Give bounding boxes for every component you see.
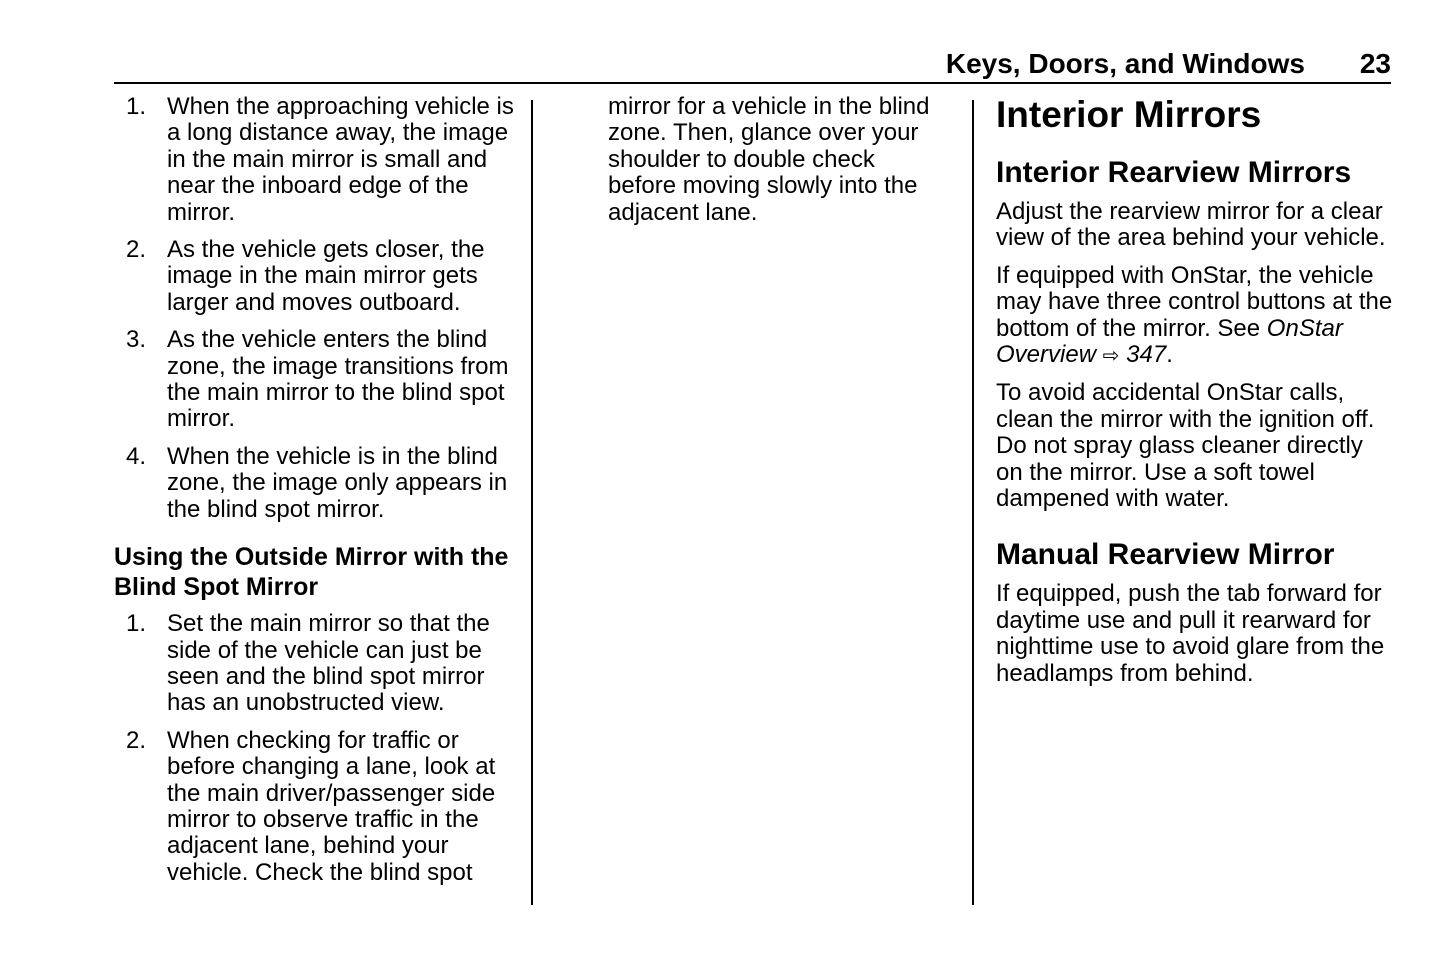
- step-text: When checking for traffic or before changing a lane, look at the main driver/passenger side mirror to observe traffic in the adjacent lane, behind your vehicle. Check the blind spot: [167, 726, 496, 886]
- paragraph-manual: If equipped, push the tab forward for daytime use and pull it rearward for nighttime use to avoid glare from the headlamps from behind.: [996, 580, 1385, 687]
- outside-mirror-steps-list: [114, 611, 514, 886]
- list-item: [114, 444, 514, 523]
- column-1: [114, 94, 514, 897]
- step-number: 1.: [126, 93, 147, 120]
- list-item: [114, 94, 514, 226]
- step-number: 2.: [126, 236, 147, 264]
- outside-mirror-subheading: Using the Outside Mirror with the Blind Spot Mirror: [114, 543, 509, 602]
- paragraph-onstar-end: .: [1166, 341, 1173, 369]
- step-text: As the vehicle gets closer, the image in the main mirror gets larger and moves outboard.: [167, 236, 485, 316]
- column-divider-right: [972, 100, 974, 905]
- step-number: 4.: [126, 442, 147, 470]
- page-reference-arrow-icon: ⇨: [1102, 345, 1120, 368]
- page-number: 23: [1359, 48, 1391, 79]
- paragraph-avoid-calls: To avoid accidental OnStar calls, clean the mirror with the ignition off. Do not spray glass cleaner directly on the mirror. Use a soft towel dampened with water.: [996, 379, 1375, 513]
- step-text: When the approaching vehicle is a long distance away, the image in the main mirror is small and near the inboard edge of the mirror.: [167, 93, 514, 226]
- step-text: When the vehicle is in the blind zone, the image only appears in the blind spot mirror.: [167, 442, 508, 523]
- subsection-title-manual-rearview: Manual Rearview Mirror: [996, 538, 1335, 572]
- subsection-title-interior-rearview: Interior Rearview Mirrors: [996, 156, 1352, 189]
- step-number: 3.: [126, 326, 147, 354]
- approach-steps-list: [114, 94, 514, 523]
- list-item: [114, 611, 514, 717]
- paragraph-adjust: Adjust the rearview mirror for a clear view of the area behind your vehicle.: [996, 198, 1386, 252]
- onstar-overview-page: 347: [1126, 341, 1167, 369]
- continuation-text: mirror for a vehicle in the blind zone. Then, glance over your shoulder to double check before moving slowly into the adjacent lane.: [608, 93, 930, 226]
- paragraph-onstar-text: If equipped with OnStar, the vehicle may have three control buttons at the bottom of the mirror. See: [996, 261, 1393, 342]
- list-item: [114, 728, 514, 886]
- header-rule: [114, 82, 1391, 84]
- step-number: 1.: [126, 610, 147, 638]
- step-text: Set the main mirror so that the side of the vehicle can just be seen and the blind spot mirror has an unobstructed view.: [167, 610, 490, 717]
- list-item: [114, 327, 514, 433]
- column-2: [608, 94, 948, 237]
- section-title: Interior Mirrors: [996, 94, 1262, 135]
- column-divider-left: [531, 100, 533, 905]
- list-item: [114, 237, 514, 316]
- onstar-overview-title: OnStar Overview: [996, 314, 1343, 369]
- column-3: [996, 94, 1396, 698]
- page-header: [114, 48, 1391, 82]
- paragraph-onstar: [996, 263, 1396, 370]
- chapter-title: Keys, Doors, and Windows: [945, 48, 1305, 79]
- step-text: As the vehicle enters the blind zone, the image transitions from the main mirror to the blind spot mirror.: [167, 326, 509, 433]
- step-number: 2.: [126, 726, 147, 754]
